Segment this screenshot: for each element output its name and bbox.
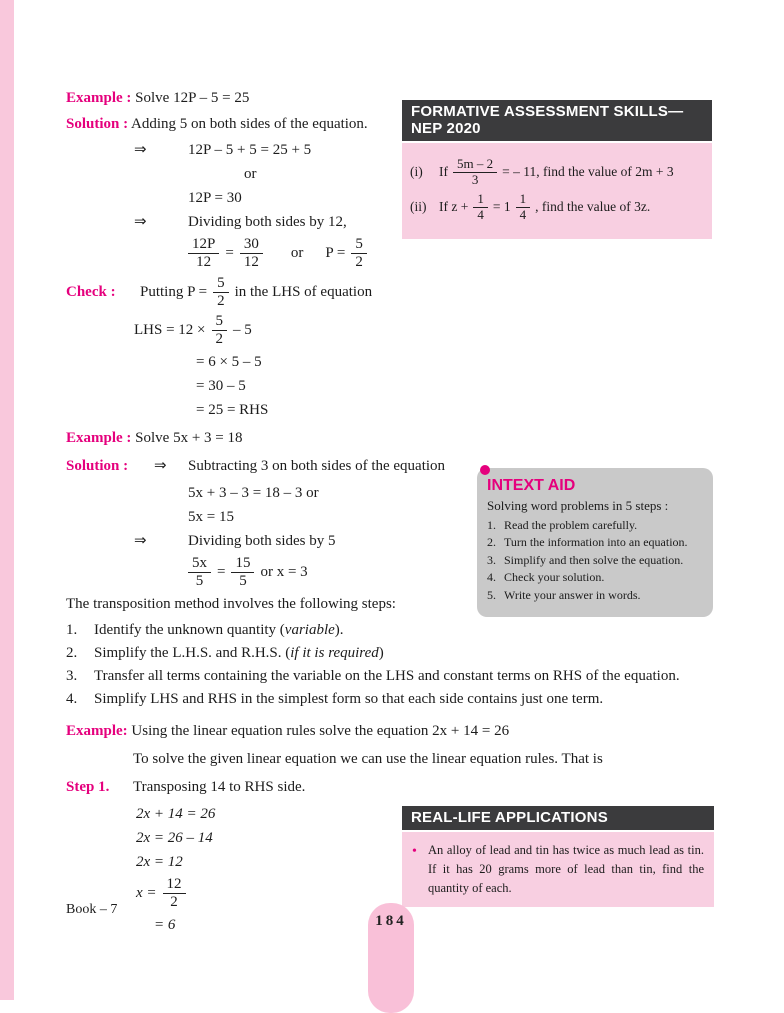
step-text: Simplify and then solve the equation. bbox=[504, 552, 684, 567]
fraction bbox=[188, 555, 211, 591]
list-item bbox=[66, 666, 728, 687]
fraction bbox=[231, 555, 254, 591]
step-text: Turn the information into an equation. bbox=[504, 535, 688, 550]
fraction-denominator: 2 bbox=[355, 254, 363, 271]
list-item bbox=[66, 643, 728, 664]
book-footer-label: Book – 7 bbox=[66, 902, 118, 917]
example-3-intro bbox=[133, 749, 728, 770]
example-3-title-row bbox=[66, 721, 728, 742]
application-text: An alloy of lead and tin has twice as much lead as tin. If it has 20 grams more of lead than tin, find the quantity of each. bbox=[428, 843, 704, 895]
check-label: Check : bbox=[66, 283, 116, 300]
fraction-denominator: 5 bbox=[195, 572, 204, 589]
intext-aid-title: INTEXT AID bbox=[487, 477, 576, 494]
step-number: 2. bbox=[487, 535, 496, 550]
equation: 5x = 15 bbox=[188, 508, 234, 525]
solution-label: Solution : bbox=[66, 457, 129, 474]
step-number: 1. bbox=[487, 518, 496, 532]
aid-step bbox=[487, 552, 705, 569]
paragraph-text: The transposition method involves the following steps: bbox=[66, 596, 396, 612]
formative-assessment-body bbox=[402, 143, 712, 239]
item-text: , find the value of 3z. bbox=[535, 199, 651, 215]
fraction-line bbox=[66, 236, 728, 272]
aid-step bbox=[487, 587, 705, 604]
check-text: in the LHS of equation bbox=[234, 283, 373, 300]
list-text bbox=[94, 620, 344, 641]
equation: x = bbox=[136, 885, 157, 902]
equation: 12P – 5 + 5 = 25 + 5 bbox=[188, 142, 312, 158]
fraction-denominator: 2 bbox=[217, 292, 225, 309]
example-label: Example : bbox=[66, 429, 132, 446]
implies-arrow-icon: ⇒ bbox=[134, 214, 147, 230]
example-2-title-row bbox=[66, 428, 728, 449]
aid-step bbox=[487, 517, 705, 534]
example-label: Example : bbox=[66, 90, 132, 106]
fraction-denominator: 12 bbox=[243, 254, 259, 271]
step-text: Write your answer in words. bbox=[504, 587, 641, 602]
list-item bbox=[66, 620, 728, 641]
fraction-denominator: 2 bbox=[170, 894, 178, 911]
real-life-applications-header: REAL-LIFE APPLICATIONS bbox=[402, 806, 714, 832]
list-text bbox=[94, 666, 680, 687]
aid-step bbox=[487, 534, 705, 551]
list-text bbox=[94, 689, 603, 710]
fraction-numerator: 1 bbox=[516, 192, 531, 208]
paragraph-text: To solve the given linear equation we can use the linear equation rules. That is bbox=[133, 751, 603, 767]
instruction-text: Dividing both sides by 5 bbox=[188, 532, 336, 549]
equation: = 30 – 5 bbox=[196, 377, 246, 394]
example-title: Solve 5x + 3 = 18 bbox=[135, 429, 243, 446]
math-line bbox=[66, 400, 728, 421]
fraction bbox=[473, 192, 488, 223]
fraction-denominator: 4 bbox=[477, 206, 484, 222]
item-text: = – 11, find the value of 2m + 3 bbox=[502, 164, 674, 180]
step-number: 5. bbox=[487, 587, 496, 602]
pin-dot-icon bbox=[480, 465, 490, 475]
real-life-applications-body bbox=[402, 832, 714, 907]
assessment-item bbox=[410, 192, 704, 223]
intext-aid-intro: Solving word problems in 5 steps : bbox=[487, 498, 669, 513]
item-text: If z + bbox=[439, 199, 469, 215]
equation: – 5 bbox=[233, 322, 252, 339]
equation: 2x = 26 – 14 bbox=[136, 830, 213, 846]
real-life-applications-box bbox=[402, 806, 714, 907]
step-text: Transposing 14 to RHS side. bbox=[133, 779, 306, 795]
implies-arrow-icon: ⇒ bbox=[134, 532, 147, 549]
fraction-numerator: 5 bbox=[213, 275, 229, 293]
math-line bbox=[66, 376, 728, 397]
item-number: (ii) bbox=[410, 199, 427, 215]
list-number: 1. bbox=[66, 622, 78, 638]
fraction bbox=[240, 236, 263, 272]
check-text: Putting P = bbox=[140, 283, 208, 300]
example-3-step-row bbox=[66, 777, 728, 798]
fraction-numerator: 1 bbox=[473, 192, 488, 208]
equation: or x = 3 bbox=[260, 563, 308, 580]
step-text: Read the problem carefully. bbox=[504, 518, 638, 532]
list-text-part: Identify the unknown quantity ( bbox=[94, 622, 285, 638]
formative-assessment-header: FORMATIVE ASSESSMENT SKILLS—NEP 2020 bbox=[402, 100, 712, 143]
list-number: 4. bbox=[66, 691, 78, 707]
fraction-denominator: 5 bbox=[239, 572, 247, 589]
bullet-icon: • bbox=[412, 844, 417, 859]
fraction bbox=[188, 236, 219, 272]
math-line bbox=[66, 352, 728, 373]
page-number-badge bbox=[368, 903, 414, 1013]
list-number: 3. bbox=[66, 668, 78, 684]
equation: 5x + 3 – 3 = 18 – 3 or bbox=[188, 484, 319, 501]
list-number: 2. bbox=[66, 645, 78, 661]
equation: 2x = 12 bbox=[136, 854, 183, 870]
page-edge-strip bbox=[0, 0, 14, 1000]
list-item bbox=[66, 689, 728, 710]
list-text-emphasis: if it is required bbox=[290, 645, 379, 661]
equation: LHS = 12 × bbox=[134, 322, 206, 339]
solution-text: Subtracting 3 on both sides of the equation bbox=[188, 457, 446, 474]
fraction-denominator: 12 bbox=[196, 254, 212, 271]
instruction-text: Dividing both sides by 12, bbox=[188, 214, 347, 230]
implies-arrow-icon: ⇒ bbox=[134, 142, 147, 158]
step-label: Step 1. bbox=[66, 779, 110, 795]
fraction bbox=[212, 313, 228, 349]
example-label: Example: bbox=[66, 723, 128, 739]
equation: = 6 × 5 – 5 bbox=[196, 353, 262, 370]
step-number: 4. bbox=[487, 570, 496, 585]
fraction-denominator: 3 bbox=[471, 171, 479, 187]
fraction-numerator: 5 bbox=[212, 313, 228, 331]
fraction bbox=[516, 192, 531, 223]
item-text: If bbox=[439, 164, 448, 180]
list-text-emphasis: variable bbox=[284, 622, 335, 638]
item-text: = 1 bbox=[492, 199, 511, 215]
equation: P = bbox=[325, 245, 346, 262]
fraction-numerator: 5 bbox=[351, 236, 367, 254]
equals-sign: = bbox=[225, 245, 234, 262]
example-title: Solve 12P – 5 = 25 bbox=[135, 90, 250, 106]
fraction bbox=[163, 876, 186, 912]
equation: 12P = 30 bbox=[188, 190, 242, 206]
implies-arrow-icon: ⇒ bbox=[154, 457, 167, 474]
list-text bbox=[94, 643, 384, 664]
fraction bbox=[213, 275, 229, 311]
check-line bbox=[66, 275, 728, 311]
assessment-item bbox=[410, 157, 704, 188]
or-connector: or bbox=[290, 245, 304, 262]
fraction-numerator: 15 bbox=[231, 555, 254, 573]
math-line bbox=[66, 313, 728, 349]
solution-text: Adding 5 on both sides of the equation. bbox=[131, 116, 368, 132]
example-title: Using the linear equation rules solve the equation 2x + 14 = 26 bbox=[131, 723, 510, 739]
formative-assessment-box bbox=[402, 100, 712, 239]
intext-aid-box bbox=[477, 468, 713, 617]
fraction bbox=[453, 157, 497, 188]
fraction-numerator: 30 bbox=[240, 236, 263, 254]
step-number: 3. bbox=[487, 552, 496, 567]
fraction-denominator: 4 bbox=[519, 206, 527, 222]
equation: 2x + 14 = 26 bbox=[136, 806, 216, 822]
fraction-numerator: 5m – 2 bbox=[453, 157, 497, 173]
list-text-part: Simplify the L.H.S. and R.H.S. ( bbox=[94, 645, 291, 661]
list-text-part: Simplify LHS and RHS in the simplest form so that each side contains just one term. bbox=[94, 691, 604, 707]
fraction bbox=[351, 236, 367, 272]
fraction-denominator: 2 bbox=[215, 331, 224, 348]
fraction-numerator: 5x bbox=[188, 555, 211, 573]
list-text-part: Transfer all terms containing the variable on the LHS and constant terms on RHS of the equation. bbox=[94, 668, 680, 684]
solution-label: Solution : bbox=[66, 116, 129, 132]
or-connector: or bbox=[244, 166, 257, 182]
aid-step bbox=[487, 569, 705, 586]
equals-sign: = bbox=[217, 563, 226, 580]
page-number: 184 bbox=[375, 913, 407, 929]
equation: = 6 bbox=[154, 916, 176, 933]
fraction-numerator: 12P bbox=[188, 236, 219, 254]
list-text-part: ) bbox=[378, 645, 384, 661]
list-text-part: ). bbox=[334, 622, 344, 638]
fraction-numerator: 12 bbox=[163, 876, 186, 894]
item-number: (i) bbox=[410, 164, 423, 180]
step-text: Check your solution. bbox=[504, 570, 605, 585]
equation: = 25 = RHS bbox=[196, 401, 269, 418]
